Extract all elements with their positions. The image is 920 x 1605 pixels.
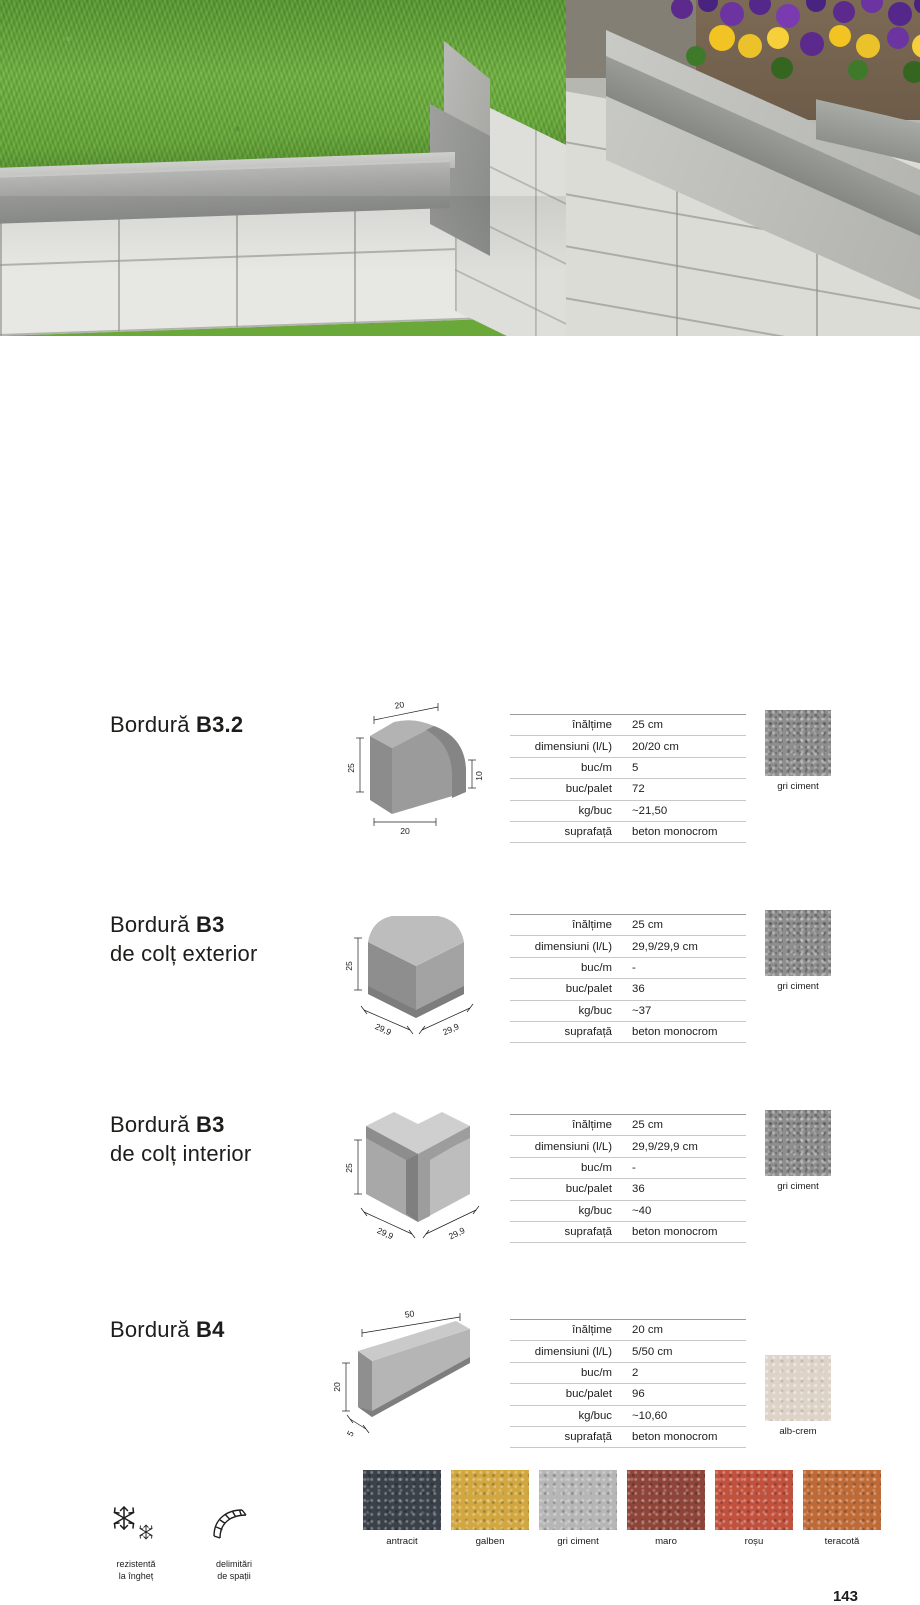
spec-row bbox=[510, 1341, 746, 1362]
color-swatch-maro bbox=[627, 1470, 705, 1547]
spec-key: suprafață bbox=[510, 821, 622, 842]
product-drawing bbox=[330, 1102, 510, 1252]
spec-value: ~21,50 bbox=[622, 800, 746, 821]
feature-caption-line1: rezistentă bbox=[116, 1559, 155, 1569]
product-drawing bbox=[330, 902, 500, 1047]
dim-bottom-right: 29,9 bbox=[447, 1225, 467, 1241]
spec-row bbox=[510, 757, 746, 778]
dim-right: 10 bbox=[474, 771, 484, 781]
spec-row bbox=[510, 1320, 746, 1341]
feature-caption bbox=[100, 1559, 172, 1582]
spec-key: kg/buc bbox=[510, 1000, 622, 1021]
spec-value: 20/20 cm bbox=[622, 736, 746, 757]
spec-value: - bbox=[622, 1157, 746, 1178]
swatch-chip bbox=[803, 1470, 881, 1530]
spec-value: 29,9/29,9 cm bbox=[622, 1136, 746, 1157]
spec-value: beton monocrom bbox=[622, 1021, 746, 1042]
spec-row bbox=[510, 1157, 746, 1178]
lawn-curb-photo bbox=[0, 0, 566, 336]
spec-table bbox=[510, 1319, 746, 1448]
spec-value: 25 cm bbox=[622, 715, 746, 736]
spec-row bbox=[510, 1426, 746, 1447]
spec-key: buc/m bbox=[510, 957, 622, 978]
dim-bottom: 20 bbox=[400, 826, 410, 836]
spec-key: kg/buc bbox=[510, 1405, 622, 1426]
color-swatch bbox=[762, 1355, 834, 1437]
spec-key: dimensiuni (l/L) bbox=[510, 936, 622, 957]
spec-key: buc/m bbox=[510, 1157, 622, 1178]
product-title-prefix: Bordură bbox=[110, 1317, 196, 1342]
spec-value: 25 cm bbox=[622, 915, 746, 936]
color-swatch-teracota bbox=[803, 1470, 881, 1547]
spec-row bbox=[510, 1405, 746, 1426]
spec-key: kg/buc bbox=[510, 1200, 622, 1221]
spec-value: 36 bbox=[622, 1179, 746, 1200]
spec-value: beton monocrom bbox=[622, 1426, 746, 1447]
spec-table bbox=[510, 1114, 746, 1243]
swatch-label: maro bbox=[627, 1536, 705, 1547]
feature-caption-line2: la îngheț bbox=[119, 1571, 154, 1581]
dim-left: 20 bbox=[332, 1382, 342, 1392]
spec-row bbox=[510, 779, 746, 800]
dim-left: 25 bbox=[344, 1163, 354, 1173]
spec-row bbox=[510, 1115, 746, 1136]
swatch-chip bbox=[765, 1355, 831, 1421]
feature-frost-resistant bbox=[100, 1502, 172, 1582]
spec-value: 72 bbox=[622, 779, 746, 800]
spec-key: buc/palet bbox=[510, 779, 622, 800]
swatch-chip bbox=[627, 1470, 705, 1530]
spec-value: ~40 bbox=[622, 1200, 746, 1221]
feature-icons bbox=[100, 1502, 270, 1582]
product-drawing bbox=[330, 702, 500, 842]
spec-table bbox=[510, 914, 746, 1043]
spec-value: 5/50 cm bbox=[622, 1341, 746, 1362]
space-delimitation-icon bbox=[208, 1502, 260, 1548]
spec-key: kg/buc bbox=[510, 800, 622, 821]
spec-value: 5 bbox=[622, 757, 746, 778]
swatch-label: gri ciment bbox=[762, 1181, 834, 1192]
spec-key: suprafață bbox=[510, 1021, 622, 1042]
photo-strip bbox=[0, 0, 920, 336]
feature-space-delimitation bbox=[198, 1502, 270, 1582]
spec-row bbox=[510, 1221, 746, 1242]
dim-left: 25 bbox=[346, 763, 356, 773]
spec-row bbox=[510, 915, 746, 936]
spec-row bbox=[510, 715, 746, 736]
spec-row bbox=[510, 1021, 746, 1042]
spec-value: ~10,60 bbox=[622, 1405, 746, 1426]
spec-value: 25 cm bbox=[622, 1115, 746, 1136]
spec-value: 36 bbox=[622, 979, 746, 1000]
spec-row bbox=[510, 1200, 746, 1221]
product-title-code: B4 bbox=[196, 1317, 225, 1342]
spec-row bbox=[510, 1179, 746, 1200]
color-swatch bbox=[762, 910, 834, 992]
product-title-prefix: Bordură bbox=[110, 712, 196, 737]
spec-key: buc/m bbox=[510, 757, 622, 778]
swatch-label: galben bbox=[451, 1536, 529, 1547]
spec-row bbox=[510, 957, 746, 978]
color-swatch bbox=[762, 710, 834, 792]
dim-top: 50 bbox=[404, 1308, 415, 1319]
flowerbed-curb-photo bbox=[566, 0, 920, 336]
spec-key: buc/palet bbox=[510, 1179, 622, 1200]
spec-value: beton monocrom bbox=[622, 821, 746, 842]
feature-caption-line1: delimitări bbox=[216, 1559, 252, 1569]
spec-value: 20 cm bbox=[622, 1320, 746, 1341]
product-title-code: B3 bbox=[196, 1112, 225, 1137]
spec-key: buc/palet bbox=[510, 979, 622, 1000]
swatch-label: roșu bbox=[715, 1536, 793, 1547]
swatch-label: gri ciment bbox=[762, 981, 834, 992]
product-title-prefix: Bordură bbox=[110, 1112, 196, 1137]
spec-key: suprafață bbox=[510, 1221, 622, 1242]
spec-row bbox=[510, 1384, 746, 1405]
feature-caption-line2: de spații bbox=[217, 1571, 251, 1581]
spec-key: înălțime bbox=[510, 1115, 622, 1136]
spec-key: înălțime bbox=[510, 715, 622, 736]
spec-row bbox=[510, 821, 746, 842]
product-title bbox=[110, 710, 243, 739]
product-title bbox=[110, 910, 258, 968]
dim-bottom-left: 29,9 bbox=[376, 1225, 396, 1241]
spec-row bbox=[510, 800, 746, 821]
swatch-chip bbox=[765, 1110, 831, 1176]
swatch-label: gri ciment bbox=[762, 781, 834, 792]
product-title bbox=[110, 1315, 225, 1344]
spec-value: ~37 bbox=[622, 1000, 746, 1021]
spec-key: dimensiuni (l/L) bbox=[510, 1136, 622, 1157]
spec-key: înălțime bbox=[510, 1320, 622, 1341]
spec-key: buc/m bbox=[510, 1362, 622, 1383]
spec-value: 29,9/29,9 cm bbox=[622, 936, 746, 957]
swatch-label: teracotă bbox=[803, 1536, 881, 1547]
spec-row bbox=[510, 736, 746, 757]
spec-value: 96 bbox=[622, 1384, 746, 1405]
feature-caption bbox=[198, 1559, 270, 1582]
page-number: 143 bbox=[833, 1588, 858, 1605]
spec-row bbox=[510, 936, 746, 957]
dim-top: 20 bbox=[394, 702, 406, 711]
product-title-sub: de colț interior bbox=[110, 1141, 251, 1166]
color-swatch bbox=[762, 1110, 834, 1192]
swatch-label: antracit bbox=[363, 1536, 441, 1547]
spec-key: suprafață bbox=[510, 1426, 622, 1447]
swatch-label: gri ciment bbox=[539, 1536, 617, 1547]
spec-table bbox=[510, 714, 746, 843]
swatch-chip bbox=[765, 710, 831, 776]
color-swatch-galben bbox=[451, 1470, 529, 1547]
spec-key: buc/palet bbox=[510, 1384, 622, 1405]
color-strip bbox=[363, 1470, 881, 1547]
product-title bbox=[110, 1110, 251, 1168]
color-swatch-gri-ciment bbox=[539, 1470, 617, 1547]
spec-row bbox=[510, 979, 746, 1000]
spec-value: - bbox=[622, 957, 746, 978]
spec-key: înălțime bbox=[510, 915, 622, 936]
spec-value: 2 bbox=[622, 1362, 746, 1383]
product-drawing bbox=[320, 1307, 500, 1457]
spec-row bbox=[510, 1136, 746, 1157]
spec-key: dimensiuni (l/L) bbox=[510, 1341, 622, 1362]
dim-bottom-right: 29,9 bbox=[441, 1021, 461, 1037]
swatch-chip bbox=[765, 910, 831, 976]
product-title-sub: de colț exterior bbox=[110, 941, 258, 966]
swatch-chip bbox=[363, 1470, 441, 1530]
spec-value: beton monocrom bbox=[622, 1221, 746, 1242]
swatch-chip bbox=[539, 1470, 617, 1530]
swatch-chip bbox=[715, 1470, 793, 1530]
dim-bottom: 5 bbox=[345, 1429, 356, 1438]
swatch-label: alb-crem bbox=[762, 1426, 834, 1437]
frost-resistant-icon bbox=[110, 1502, 162, 1548]
product-title-code: B3.2 bbox=[196, 712, 243, 737]
dim-left: 25 bbox=[344, 961, 354, 971]
pavement-shading bbox=[0, 196, 566, 336]
spec-key: dimensiuni (l/L) bbox=[510, 736, 622, 757]
product-title-code: B3 bbox=[196, 912, 225, 937]
spec-row bbox=[510, 1000, 746, 1021]
swatch-chip bbox=[451, 1470, 529, 1530]
dim-bottom-left: 29,9 bbox=[374, 1021, 394, 1037]
color-swatch-antracit bbox=[363, 1470, 441, 1547]
spec-row bbox=[510, 1362, 746, 1383]
product-title-prefix: Bordură bbox=[110, 912, 196, 937]
color-swatch-rosu bbox=[715, 1470, 793, 1547]
